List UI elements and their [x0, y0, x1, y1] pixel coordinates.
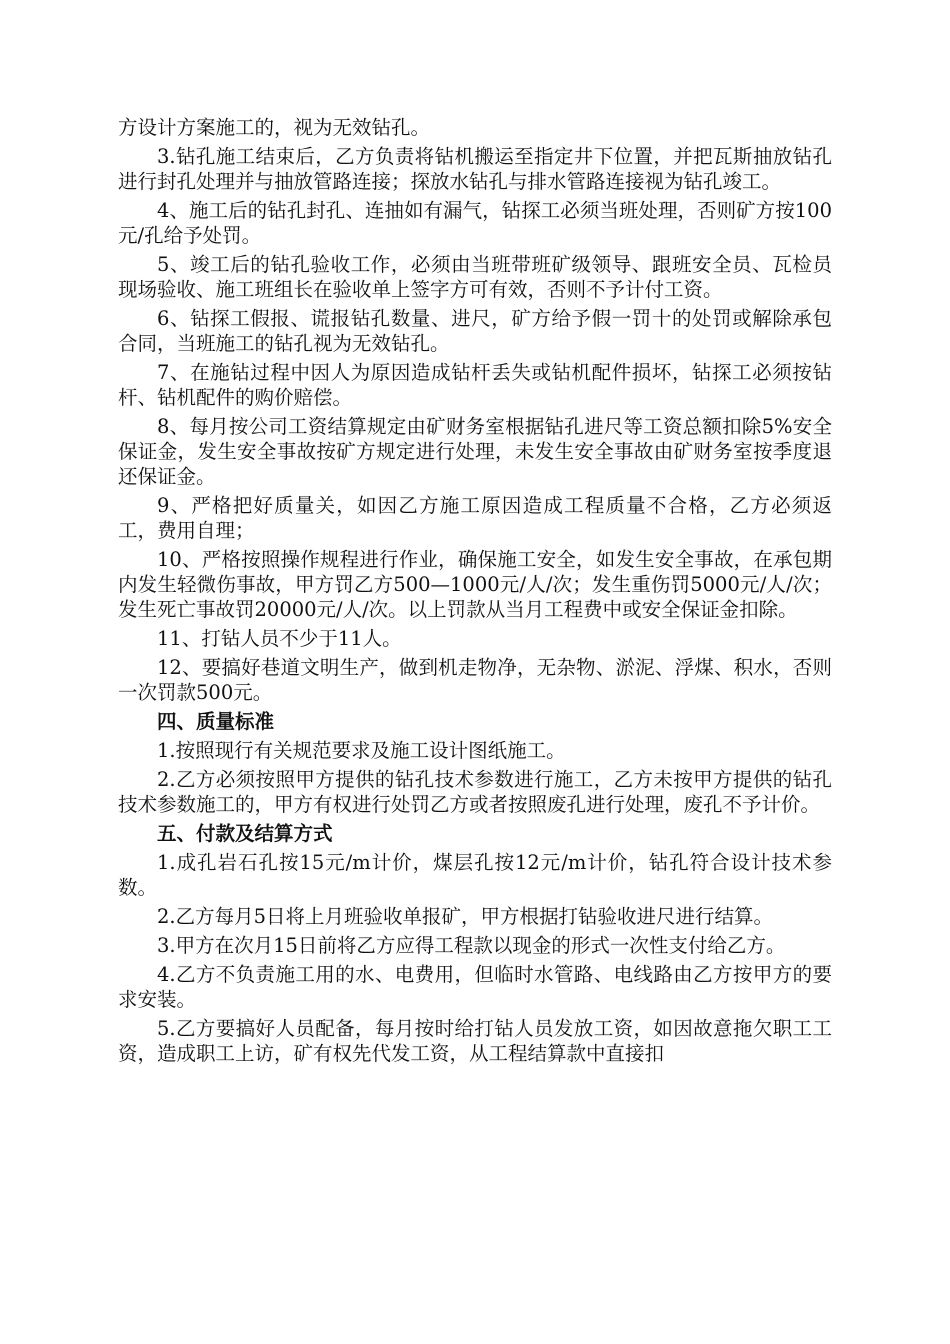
paragraph: 4、施工后的钻孔封孔、连抽如有漏气，钻探工必须当班处理，否则矿方按100元/孔给予处罚。 — [118, 199, 832, 247]
paragraph: 1.按照现行有关规范要求及施工设计图纸施工。 — [157, 739, 566, 762]
paragraph: 8、每月按公司工资结算规定由矿财务室根据钻孔进尺等工资总额扣除5%安全保证金，发生安全事故按矿方规定进行处理，未发生安全事故由矿财务室按季度退还保证金。 — [118, 415, 832, 488]
paragraph: 7、在施钻过程中因人为原因造成钻杆丢失或钻机配件损坏，钻探工必须按钻杆、钻机配件的购价赔偿。 — [118, 361, 832, 409]
paragraph: 9、严格把好质量关，如因乙方施工原因造成工程质量不合格，乙方必须返工，费用自理； — [118, 494, 832, 542]
paragraph: 6、钻探工假报、谎报钻孔数量、进尺，矿方给予假一罚十的处罚或解除承包合同，当班施工的钻孔视为无效钻孔。 — [118, 307, 832, 355]
paragraph: 11、打钻人员不少于11人。 — [157, 627, 402, 650]
paragraph: 4.乙方不负责施工用的水、电费用，但临时水管路、电线路由乙方按甲方的要求安装。 — [118, 963, 832, 1011]
paragraph: 12、要搞好巷道文明生产，做到机走物净，无杂物、淤泥、浮煤、积水，否则一次罚款500元。 — [118, 656, 832, 704]
paragraph: 5、竣工后的钻孔验收工作，必须由当班带班矿级领导、跟班安全员、瓦检员现场验收、施工班组长在验收单上签字方可有效，否则不予计付工资。 — [118, 253, 832, 301]
paragraph: 1.成孔岩石孔按15元/m计价，煤层孔按12元/m计价，钻孔符合设计技术参数。 — [118, 851, 832, 899]
section-heading: 五、付款及结算方式 — [157, 822, 333, 845]
paragraph: 5.乙方要搞好人员配备，每月按时给打钻人员发放工资，如因故意拖欠职工工资，造成职工上访，矿有权先代发工资，从工程结算款中直接扣 — [118, 1017, 832, 1065]
section-heading: 四、质量标准 — [157, 710, 275, 733]
paragraph: 3.甲方在次月15日前将乙方应得工程款以现金的形式一次性支付给乙方。 — [157, 934, 786, 957]
paragraph: 3.钻孔施工结束后，乙方负责将钻机搬运至指定井下位置，并把瓦斯抽放钻孔进行封孔处理并与抽放管路连接；探放水钻孔与排水管路连接视为钻孔竣工。 — [118, 145, 832, 193]
paragraph: 方设计方案施工的，视为无效钻孔。 — [118, 116, 431, 139]
paragraph: 10、严格按照操作规程进行作业，确保施工安全，如发生安全事故，在承包期内发生轻微伤事故，甲方罚乙方500—1000元/人/次；发生重伤罚5000元/人/次；发生死亡事故罚20000元/人/次。以上罚款从当月工程费中或安全保证金扣除。 — [118, 548, 832, 621]
paragraph: 2.乙方必须按照甲方提供的钻孔技术参数进行施工，乙方未按甲方提供的钻孔技术参数施工的，甲方有权进行处罚乙方或者按照废孔进行处理，废孔不予计价。 — [118, 768, 832, 816]
paragraph: 2.乙方每月5日将上月班验收单报矿，甲方根据打钻验收进尺进行结算。 — [157, 905, 774, 928]
